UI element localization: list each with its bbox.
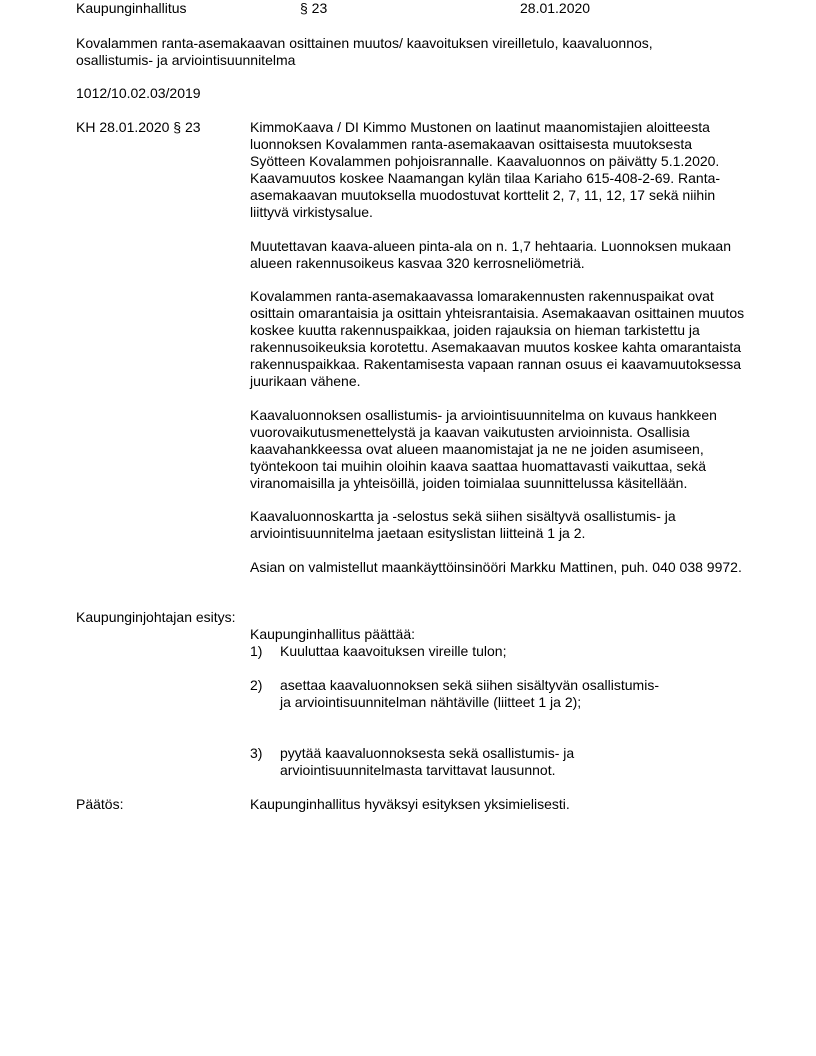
- decision-text: Kaupunginhallitus hyväksyi esityksen yksimielisesti.: [250, 796, 570, 812]
- proposal-item-text: asettaa kaavaluonnoksen sekä siihen sisältyvän osallistumis- ja arviointisuunnitelman nähtäville (liitteet 1 ja 2);: [280, 677, 659, 710]
- meeting-reference: KH 28.01.2020 § 23: [76, 119, 201, 135]
- paragraph: Kovalammen ranta-asemakaavassa lomarakennusten rakennuspaikat ovat osittain omarantaisia ja osittain yhteisrantaisia. Asemakaavan osittainen muutos koskee kuutta rakennuspaikkaa, joiden rajauksia on hieman tarkistettu ja rakennusoikeuksia korotettu. Asemakaavan muutos koskee kahta omarantaista rakennuspaikkaa. Rakentamisesta vapaan rannan osuus ei kaavamuutoksessa juurikaan vähene.: [250, 288, 745, 389]
- decision-label: Päätös:: [76, 796, 124, 812]
- proposal-intro: Kaupunginhallitus päättää:: [250, 626, 416, 642]
- paragraph: Kaavaluonnoskartta ja -selostus sekä siihen sisältyvä osallistumis- ja arviointisuunnitelma jaetaan esityslistan liitteinä 1 ja 2.: [250, 508, 676, 541]
- header-body: Kaupunginhallitus: [76, 0, 187, 16]
- proposal-item-number: 3): [250, 745, 263, 761]
- paragraph: Muutettavan kaava-alueen pinta-ala on n. 1,7 hehtaaria. Luonnoksen mukaan alueen rakennusoikeus kasvaa 320 kerrosneliömetriä.: [250, 238, 732, 271]
- proposal-label: Kaupunginjohtajan esitys:: [76, 609, 236, 625]
- paragraph: Asian on valmistellut maankäyttöinsinööri Markku Mattinen, puh. 040 038 9972.: [250, 559, 742, 575]
- header-date: 28.01.2020: [520, 0, 591, 16]
- proposal-item-number: 2): [250, 677, 263, 693]
- document-title: Kovalammen ranta-asemakaavan osittainen muutos/ kaavoituksen vireilletulo, kaavaluonnos, osallistumis- ja arviointisuunnitelma: [76, 35, 653, 68]
- header-section: § 23: [300, 0, 328, 16]
- paragraph: Kaavaluonnoksen osallistumis- ja arviointisuunnitelma on kuvaus hankkeen vuorovaikutusmenettelystä ja kaavan vaikutusten arvioinnista. Osallisia kaavahankkeessa ovat alueen maanomistajat ja ne ne joiden asumiseen, työntekoon tai muihin oloihin kaava saattaa huomattavasti vaikuttaa, sekä viranomaisilla ja yhteisöillä, joiden toimialaa suunnittelussa käsitellään.: [250, 407, 717, 491]
- proposal-item-number: 1): [250, 643, 263, 659]
- record-number: 1012/10.02.03/2019: [76, 85, 201, 101]
- paragraph: KimmoKaava / DI Kimmo Mustonen on laatinut maanomistajien aloitteesta luonnoksen Kovalammen ranta-asemakaavan osittaisesta muutoksesta Syötteen Kovalammen pohjoisrannalle. Kaavaluonnos on päivätty 5.1.2020. Kaavamuutos koskee Naamangan kylän tilaa Kariaho 615-408-2-69. Ranta-asemakaavan muutoksella muodostuvat korttelit 2, 7, 11, 12, 17 sekä niihin liittyvä virkistysalue.: [250, 119, 721, 220]
- proposal-item-text: pyytää kaavaluonnoksesta sekä osallistumis- ja arviointisuunnitelmasta tarvittavat lausunnot.: [280, 745, 575, 778]
- proposal-item-text: Kuuluttaa kaavoituksen vireille tulon;: [280, 643, 507, 659]
